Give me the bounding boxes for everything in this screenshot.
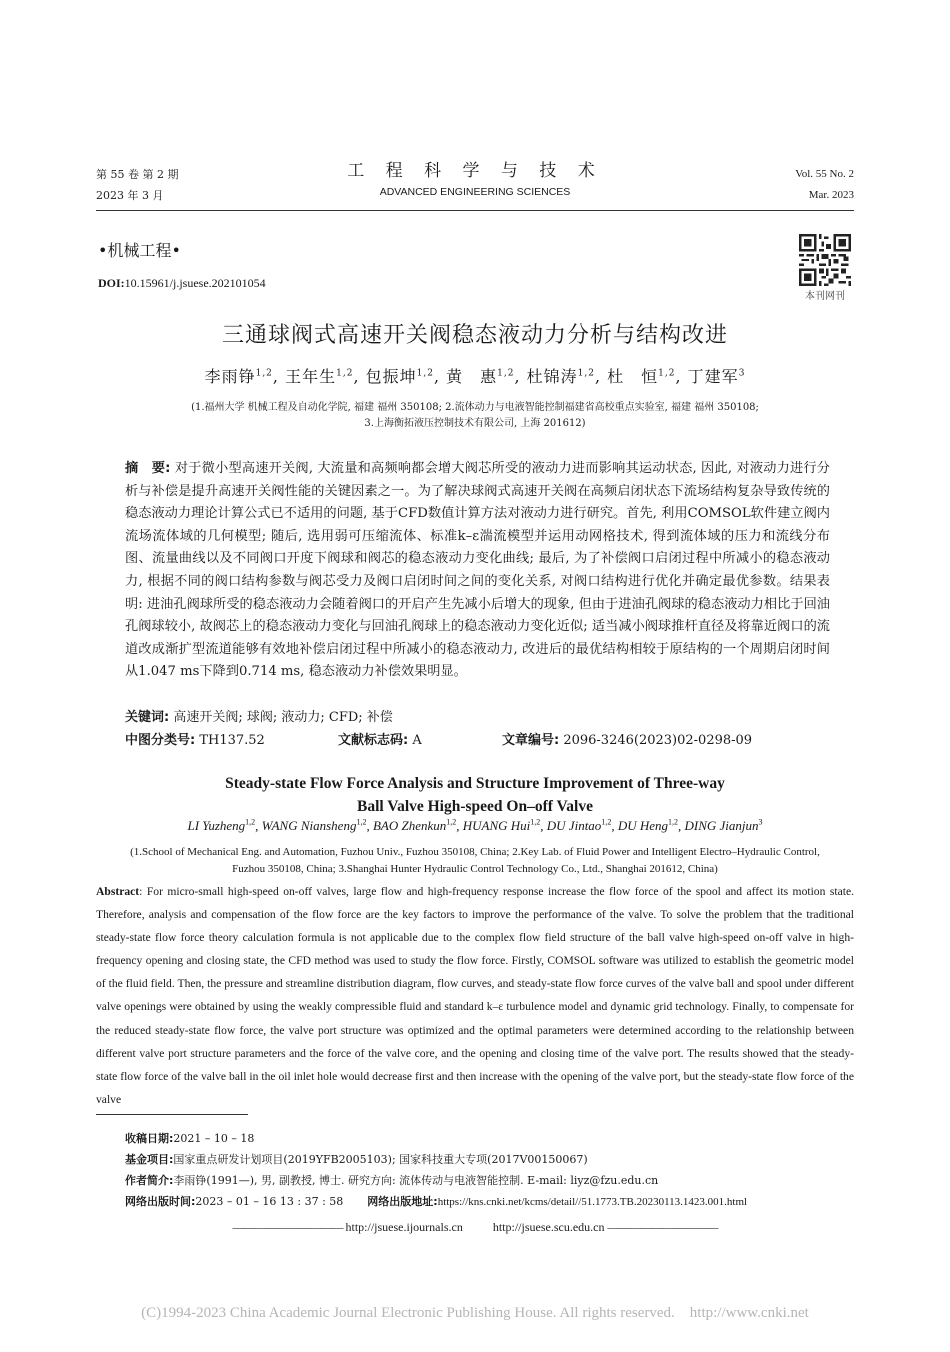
journal-url-2[interactable]: http://jsuese.scu.edu.cn (492, 1220, 605, 1234)
author-cn: 丁建军$^3$ (687, 367, 746, 386)
author-cn: 杜锦涛$^{1,2}$ (526, 367, 595, 386)
header-divider (96, 210, 854, 211)
fund-info: 基金项目:国家重点研发计划项目(2019YFB2005103); 国家科技重大专项(2017V00150067) (125, 1153, 588, 1166)
author-bio: 作者简介:李雨铮(1991—), 男, 副教授, 博士. 研究方向: 流体传动与电液智能控制. E-mail: liyz@fzu.edu.cn (125, 1174, 659, 1187)
document-code: 文献标志码: A (338, 733, 422, 748)
affiliations-cn (120, 400, 830, 432)
author-en: LI Yuzheng$^{1,2}$ (187, 818, 256, 834)
volume-cn: 第 55 卷 第 2 期 (96, 168, 179, 181)
footnotes (125, 1128, 747, 1213)
abstract-en-text: : For micro-small high-speed on-off valves, large flow and high-frequency response increase the flow force of the spool and affect its motion state. Therefore, analysis and compensation of the flow force are the key factors to improve the performance of the valve. To solve the problem that the traditional steady-state flow force theory calculation formula is not applicable due to the complex flow field structure of the ball valve high-speed on-off valve in high-frequency opening and closing state, the CFD method was used to study the flow force. Firstly, COMSOL software was utilized to establish the geometric model of the fluid field. Then, the pressure and streamline distribution diagram, flow curves, and steady-state flow force curves of the valve ball and spool under different valve openings were obtained by using the weakly compressible fluid and standard k–ε turbulence model and dynamic grid technology. Finally, to compensate for the reduced steady-state flow force, the valve port structure was optimized and the optimal parameters were determined according to the relationship between different valve port structure parameters and the force of the valve core, and the opening and closing time of the valve port. The results showed that the steady-state flow force of the valve ball in the oil inlet hole would decrease first and then increase with the opening of the valve port, but the steady-state flow force of the valve (96, 885, 854, 1106)
paper-title-cn: 三通球阀式高速开关阀稳态液动力分析与结构改进 (221, 323, 728, 348)
section-tag: •机械工程• (98, 241, 181, 260)
journal-name-cn: 工 程 科 学 与 技 术 (347, 161, 603, 181)
date-en: Mar. 2023 (808, 189, 854, 201)
qr-label: 本刊网刊 (805, 291, 845, 302)
author-cn: 王年生$^{1,2}$ (285, 367, 354, 386)
doi (98, 276, 266, 291)
received-date: 收稿日期:2021 – 10 – 18 (125, 1132, 255, 1145)
author-cn: 杜 恒$^{1,2}$ (607, 367, 676, 386)
abstract-cn (125, 458, 830, 684)
abstract-cn-text: 对于微小型高速开关阀, 大流量和高频响都会增大阀芯所受的液动力进而影响其运动状态, 因此, 对液动力进行分析与补偿是提升高速开关阀性能的关键因素之一。为了解决球阀式高速开关阀在高频启闭状态下流场结构复杂导致传统的稳态液动力理论计算公式已不适用的问题, 基于CFD数值计算方法对液动力进行研究。首先, 利用COMSOL软件建立阀内流场流体域的几何模型; 随后, 选用弱可压缩流体、标准k–ε湍流模型并运用动网格技术, 得到流体域的压力和流线分布图、流量曲线以及不同阀口开度下阀球和阀芯的稳态液动力变化曲线; 最后, 为了补偿阀口启闭过程中所减小的稳态液动力, 根据不同的阀口结构参数与阀芯受力及阀口启闭时间之间的变化关系, 对阀口结构进行优化并确定最优参数。结果表明: 进油孔阀球所受的稳态液动力会随着阀口的开启产生先减小后增大的现象, 但由于进油孔阀球的稳态液动力相比于回油孔阀球较小, 故阀芯上的稳态液动力变化与回油孔阀球上的稳态液动力变化近似; 适当减小阀球推杆直径及将靠近阀口的流道改成渐扩型流道能够有效地补偿启闭过程中所减小的稳态液动力, 改进后的最优结构相较于原结构的一个周期启闭时间从1.047 ms下降到0.714 ms, 稳态液动力补偿效果明显。 (125, 461, 830, 680)
author-cn: 李雨铮$^{1,2}$ (204, 367, 273, 386)
doi-label: DOI: (98, 276, 125, 290)
abstract-cn-label: 摘 要: (125, 461, 171, 476)
author-en: DU Heng$^{1,2}$ (617, 818, 678, 834)
authors-cn: 李雨铮$^{1,2}$, 王年生$^{1,2}$, 包振坤$^{1,2}$, 黄 惠$^{1,2}$, 杜锦涛$^{1,2}$, 杜 恒$^{1,2}$, 丁建军$^3$ (204, 367, 746, 386)
author-en: BAO Zhenkun$^{1,2}$ (372, 818, 457, 834)
abstract-en (96, 880, 854, 1111)
authors-en: LI Yuzheng$^{1,2}$, WANG Niansheng$^{1,2}$, BAO Zhenkun$^{1,2}$, HUANG Hui$^{1,2}$, DU Jintao$^{1,2}$, DU Heng$^{1,2}$, DING Jianjun$^3$ (187, 818, 763, 834)
affiliation-line: (1.福州大学 机械工程及自动化学院, 福建 福州 350108; 2.流体动力与电液智能控制福建省高校重点实验室, 福建 福州 350108; (191, 402, 759, 413)
author-en: WANG Niansheng$^{1,2}$ (261, 818, 367, 834)
volume-en: Vol. 55 No. 2 (795, 168, 854, 180)
paper-title-en: Steady-state Flow Force Analysis and Structure Improvement of Three-way Ball Valve High-speed On–off Valve (225, 775, 725, 815)
online-info: 网络出版时间:2023 – 01 – 16 13 : 37 : 58 网络出版地址:https://kns.cnki.net/kcms/detail//51.1773.TB.20230113.1423.001.html (125, 1195, 748, 1208)
author-cn: 包振坤$^{1,2}$ (365, 367, 434, 386)
author-en: DING Jianjun$^3$ (684, 818, 763, 834)
author-en: DU Jintao$^{1,2}$ (546, 818, 612, 834)
affiliations-en: (1.School of Mechanical Eng. and Automation, Fuzhou Univ., Fuzhou 350108, China; 2.Key Lab. of Fluid Power and Intelligent Electro–Hydraulic Control, Fuzhou 350108, China; 3.Shanghai Hunter Hydraulic Control Technology Co., Ltd., Shanghai 201612, China) (130, 846, 820, 875)
doi-value[interactable]: 10.15961/j.jsuese.202101054 (124, 276, 266, 290)
keywords-label: 关键词: (125, 710, 170, 725)
clc-number: 中图分类号: TH137.52 (125, 733, 265, 748)
online-url[interactable]: https://kns.cnki.net/kcms/detail//51.1773.TB.20230113.1423.001.html (437, 1196, 748, 1208)
abstract-en-label: Abstract (96, 885, 140, 898)
journal-url-1[interactable]: http://jsuese.ijournals.cn (345, 1220, 463, 1234)
footnote-divider (96, 1114, 248, 1115)
affiliation-line: 3.上海衡拓液压控制技术有限公司, 上海 201612) (364, 418, 586, 429)
header-right (795, 164, 854, 206)
author-en: HUANG Hui$^{1,2}$ (462, 818, 541, 834)
date-cn: 2023 年 3 月 (96, 189, 164, 202)
journal-urls: —————————— http://jsuese.ijournals.cn http://jsuese.scu.edu.cn —————————— (232, 1220, 718, 1234)
keywords-text: 高速开关阀; 球阀; 液动力; CFD; 补偿 (169, 710, 393, 725)
article-number: 文章编号: 2096-3246(2023)02-0298-09 (502, 733, 753, 748)
copyright-watermark: (C)1994-2023 China Academic Journal Electronic Publishing House. All rights reserved. http://www.cnki.net (141, 1305, 809, 1321)
qr-code-icon[interactable] (799, 234, 851, 286)
author-cn: 黄 惠$^{1,2}$ (446, 367, 515, 386)
keywords (125, 706, 393, 725)
journal-name-en: ADVANCED ENGINEERING SCIENCES (379, 186, 571, 198)
